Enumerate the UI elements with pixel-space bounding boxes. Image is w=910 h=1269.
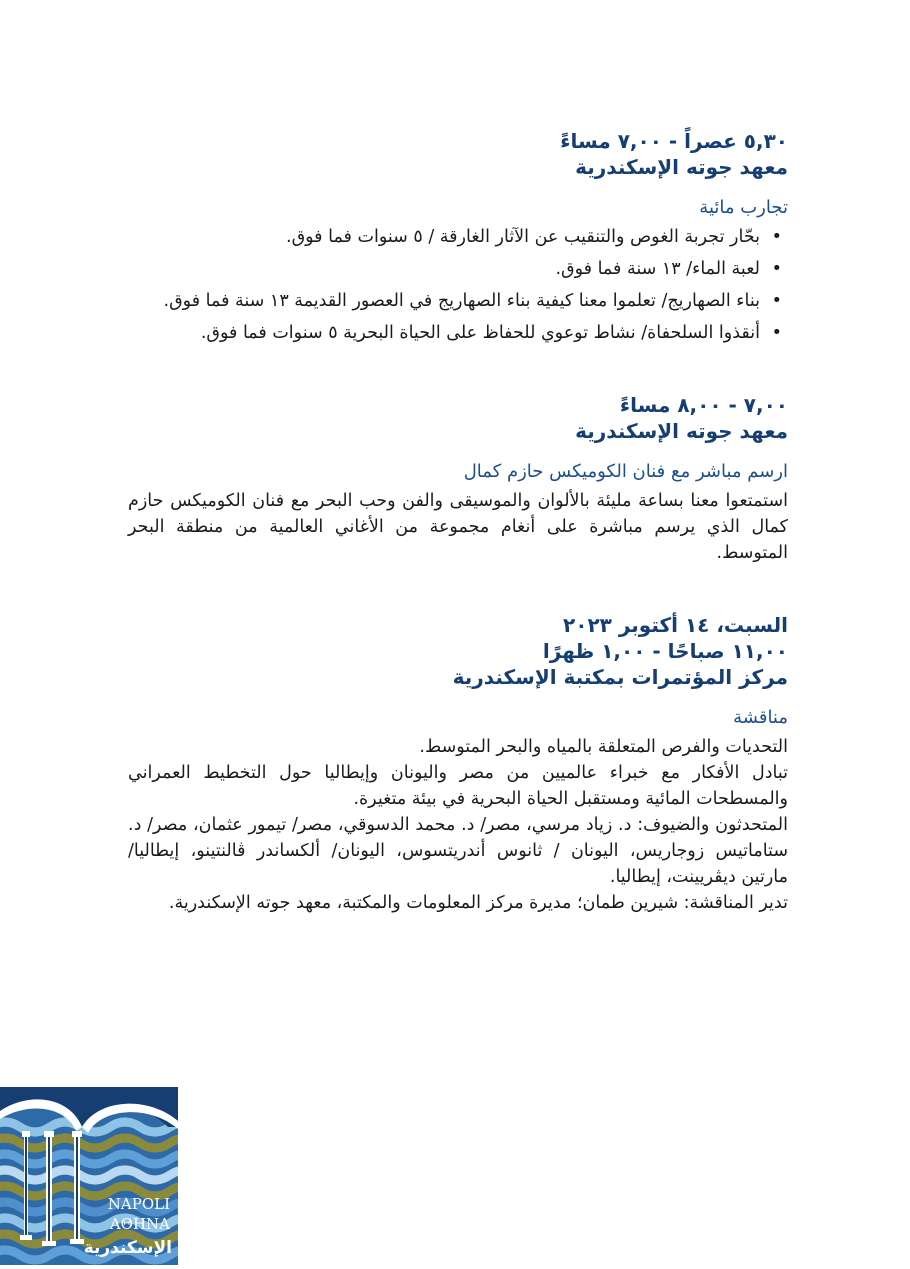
program-content: [128, 128, 788, 916]
session-venue: مركز المؤتمرات بمكتبة الإسكندرية: [452, 665, 788, 689]
session-goethe-water-experiments: [128, 128, 788, 346]
panel-moderator: تدير المناقشة: شيرين طمان؛ مديرة مركز المعلومات والمكتبة، معهد جوته الإسكندرية.: [168, 893, 788, 913]
activity-title: تجارب مائية: [699, 197, 788, 218]
list-item: • بحّار تجربة الغوص والتنقيب عن الآثار الغارقة / ٥ سنوات فما فوق.: [128, 224, 788, 250]
panel-topic: التحديات والفرص المتعلقة بالمياه والبحر المتوسط.: [419, 737, 788, 757]
list-item: • بناء الصهاريج/ تعلموا معنا كيفية بناء الصهاريج في العصور القديمة ١٣ سنة فما فوق.: [128, 288, 788, 314]
activity-description: [128, 734, 788, 916]
panel-speakers: المتحدثون والضيوف: د. زياد مرسي، مصر/ د. محمد الدسوقي، مصر/ تيمور عثمان، مصر/ د. ستاماتيس زوجاريس، اليونان / ثانوس أندريتسوس، اليونان/ ألكساندر ڤالنتينو، إيطاليا/ مارتين ديڤريينت، إيطاليا.: [128, 815, 788, 887]
session-panel-discussion: [128, 612, 788, 916]
panel-summary: تبادل الأفكار مع خبراء عالميين من مصر واليونان وإيطاليا حول التخطيط العمراني والمسطحات المائية ومستقبل الحياة البحرية في بيئة متغيرة.: [128, 763, 788, 809]
session-time: ٧,٠٠ - ٨,٠٠ مساءً: [619, 393, 788, 417]
logo-text-alexandria: الإسكندرية: [83, 1238, 172, 1258]
logo-text-athina: AΘHNA: [109, 1215, 170, 1233]
session-time: ٥,٣٠ عصراً - ٧,٠٠ مساءً: [560, 129, 788, 153]
festival-logo: [0, 1087, 178, 1265]
activity-list: [128, 224, 788, 346]
activity-title: ارسم مباشر مع فنان الكوميكس حازم كمال: [463, 461, 788, 482]
logo-artwork: [0, 1087, 178, 1265]
session-date: السبت، ١٤ أكتوبر ٢٠٢٣: [563, 613, 788, 637]
session-venue: معهد جوته الإسكندرية: [575, 155, 788, 179]
session-time: ١١,٠٠ صباحًا - ١,٠٠ ظهرًا: [542, 639, 788, 663]
list-item: • لعبة الماء/ ١٣ سنة فما فوق.: [128, 256, 788, 282]
session-live-drawing: [128, 392, 788, 566]
activity-description: استمتعوا معنا بساعة مليئة بالألوان والموسيقى والفن وحب البحر مع فنان الكوميكس حازم كمال الذي يرسم مباشرة على أنغام مجموعة من الأغاني العالمية من منطقة البحر المتوسط.: [128, 491, 788, 563]
activity-title: مناقشة: [733, 707, 788, 728]
logo-text-napoli: NAPOLI: [107, 1195, 170, 1213]
list-item: • أنقذوا السلحفاة/ نشاط توعوي للحفاظ على الحياة البحرية ٥ سنوات فما فوق.: [128, 320, 788, 346]
session-venue: معهد جوته الإسكندرية: [575, 419, 788, 443]
